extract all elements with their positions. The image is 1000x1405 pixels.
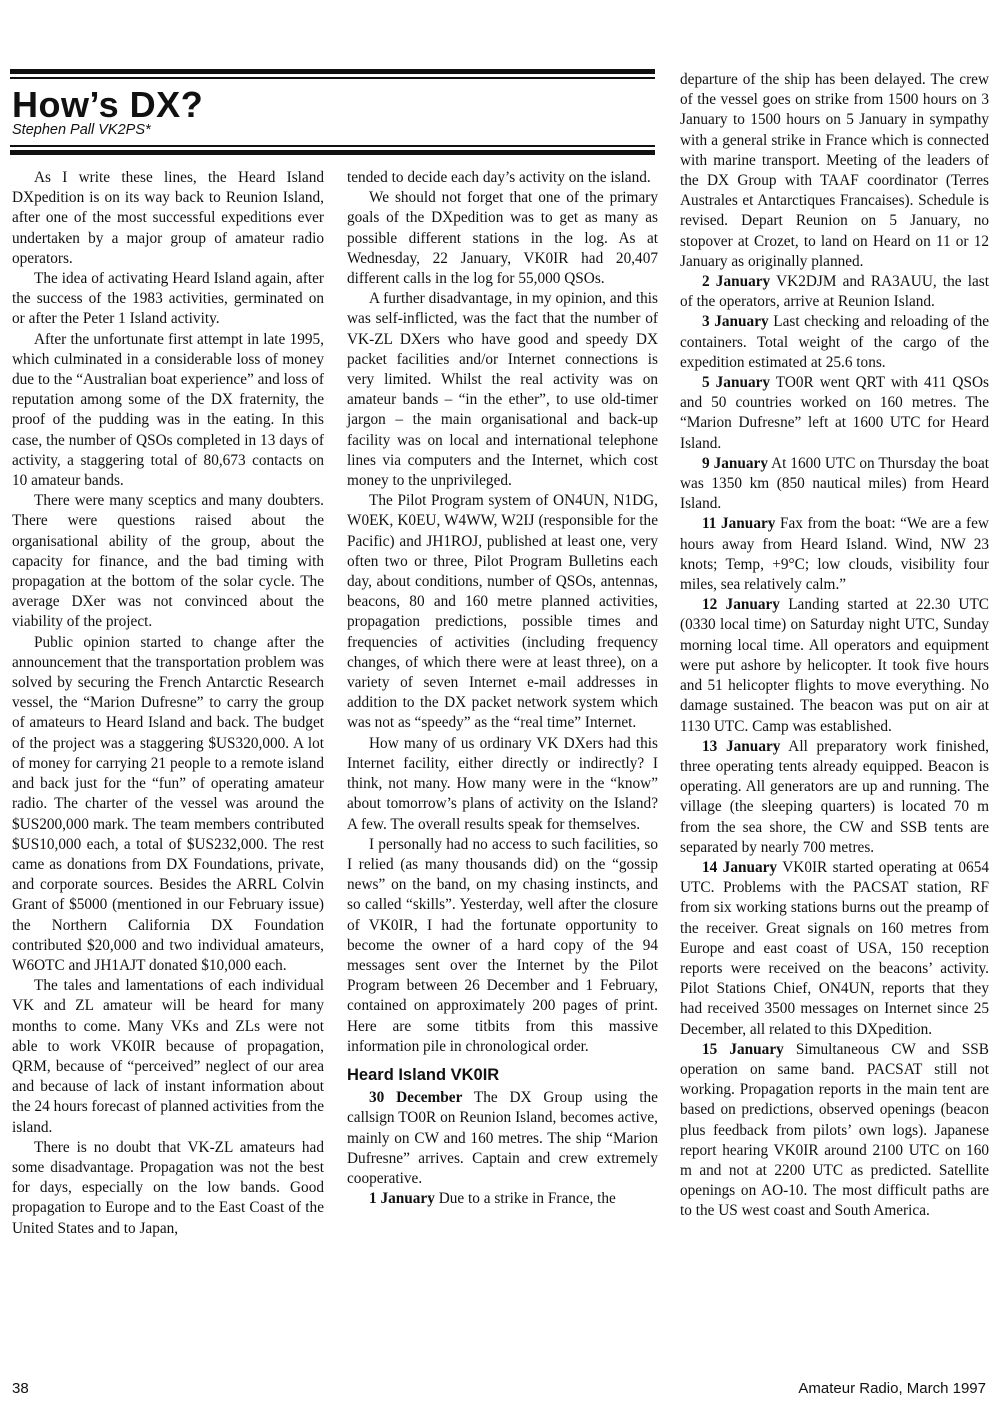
diary-entry <box>347 1189 658 1209</box>
entry-date: 15 January <box>702 1040 784 1058</box>
diary-entry <box>347 1088 658 1189</box>
page-number: 38 <box>12 1380 29 1397</box>
entry-date: 1 January <box>369 1190 435 1208</box>
paragraph: After the unfortunate first attempt in late 1995, which culminated in a considerable loss of money due to the “Australian boat experience” and loss of reputation among some of the DX fraternity, the proof of the pudding was in the eating. In this case, the number of QSOs completed in 13 days of activity, a staggering total of 80,673 contacts on 10 amateur bands. <box>12 330 324 490</box>
entry-text: TO0R went QRT with 411 QSOs and 50 countries worked on 160 metres. The “Marion Dufresne” left at 1600 UTC for Heard Island. <box>680 374 989 452</box>
diary-entry <box>680 1040 989 1222</box>
entry-date: 3 January <box>702 313 769 331</box>
paragraph: As I write these lines, the Heard Island DXpedition is on its way back to Reunion Island, after one of the most successful expeditions ever undertaken by a major group of amateur radio operators. <box>12 169 324 267</box>
paragraph: We should not forget that one of the primary goals of the DXpedition was to get as many as possible different stations in the log. As at Wednesday, 22 January, VK0IR had 20,407 different calls in the log for 55,000 QSOs. <box>347 189 658 288</box>
entry-text: Simultaneous CW and SSB operation on same band. PACSAT still not working. Propagation reports in the main tent are based on predictions, observed openings (beacon plus feedback from pilots’ own logs). Japanese report hearing VK0IR around 2100 UTC on 160 m and not at 2200 UTC as predicted. Satellite openings on AO-10. The most difficult paths are to the US west coast and South America. <box>680 1040 989 1220</box>
entry-text: At 1600 UTC on Thursday the boat was 1350 km (850 nautical miles) from Heard Island. <box>680 454 989 513</box>
paragraph: A further disadvantage, in my opinion, and this was self-inflicted, was the fact that the number of VK-ZL DXers who have good and speedy DX packet facilities and/or Internet connections is very limited. Whilst the real activity was on amateur bands – “in the ether”, to use old-timer jargon – the main organisational and back-up facility was on local and international telephone lines via computers and the Internet, which cost money to the unprivileged. <box>347 290 658 490</box>
entry-date: 11 January <box>702 515 776 533</box>
entry-date: 5 January <box>702 374 771 392</box>
entry-date: 12 January <box>702 596 780 614</box>
entry-text: All preparatory work finished, three operating tents already equipped. Beacon is operating. All generators are up and running. The village (the sleeping quarters) is located 70 m from the sea shore, the CW and SSB tents are separated by nearly 700 metres. <box>680 737 989 856</box>
header-rule-bottom <box>10 150 655 155</box>
diary-entry <box>680 272 989 312</box>
diary-entry <box>680 514 989 595</box>
diary-entry <box>680 595 989 736</box>
entry-text: The DX Group using the callsign TO0R on Reunion Island, becomes active, mainly on CW and 160 metres. The ship “Marion Dufresne” arrives. Captain and crew extremely cooperative. <box>347 1089 658 1187</box>
entry-date: 2 January <box>702 273 771 291</box>
header-rule-top <box>10 69 655 74</box>
paragraph: The tales and lamentations of each individual VK and ZL amateur will be heard for many months to come. Many VKs and ZLs were not able to work VK0IR because of propagation, QRM, because of “perceived” neglect of our area and because of lack of instant information about the 24 hours forecast of planned activities from the island. <box>12 977 324 1136</box>
paragraph-continued: departure of the ship has been delayed. The crew of the vessel goes on strike from 1500 hours on 3 January to 1500 hours on 5 January in sympathy with a general strike in France which is connected with marine transport. Meeting of the leaders of the DX Group with TAAF coordinator (Terres Australes et Antarctiques Francaises). Schedule is revised. Depart Reunion on 5 January, no stopover at Crozet, to land on Heard on 11 or 12 January as originally planned. <box>680 71 989 270</box>
entry-text: Fax from the boat: “We are a few hours away from Heard Island. Wind, NW 23 knots; Temp, +9°C; low clouds, visibility four miles, sea relatively calm.” <box>680 515 989 594</box>
entry-date: 9 January <box>702 454 768 472</box>
paragraph: The idea of activating Heard Island again, after the success of the 1983 activities, germinated on or after the Peter 1 Island activity. <box>12 270 324 328</box>
entry-date: 14 January <box>702 858 778 876</box>
paragraph-continued: tended to decide each day’s activity on the island. <box>347 169 651 186</box>
header-rule-top-thin <box>10 77 655 79</box>
paragraph: How many of us ordinary VK DXers had this Internet facility, either directly or indirectly? I think, not many. How many were in the “know” about tomorrow’s plans of activity on the Island? A few. The overall results speak for themselves. <box>347 734 658 833</box>
author-byline: Stephen Pall VK2PS* <box>12 122 151 138</box>
entry-text: VK2DJM and RA3AUU, the last of the operators, arrive at Reunion Island. <box>680 273 989 311</box>
entry-text: Landing started at 22.30 UTC (0330 local time) on Saturday night UTC, Sunday morning local time. All operators and equipment were put ashore by helicopter. It took five hours and 51 helicopter flights to move everything. No damage sustained. The beacon was put on air at 1130 UTC. Camp was established. <box>680 596 989 735</box>
section-heading: Heard Island VK0IR <box>347 1065 500 1084</box>
entry-text: Due to a strike in France, the <box>438 1190 616 1208</box>
paragraph: There were many sceptics and many doubters. There were questions raised about the organisational ability of the group, about the capacity for finance, and the bad timing with propagation at the bottom of the solar cycle. The average DXer was not convinced about the viability of the project. <box>12 492 324 631</box>
paragraph: I personally had no access to such facilities, so I relied (as many thousands did) on the “gossip news” on the band, on my chasing instincts, and so called “skills”. Yesterday, well after the closure of VK0IR, I had the fortunate opportunity to become the owner of a hard copy of the 94 messages sent over the Internet by the Pilot Program between 26 December and 1 February, contained on approximately 200 pages of print. Here are some titbits from this massive information pile in chronological order. <box>347 835 658 1055</box>
paragraph: Public opinion started to change after the announcement that the transportation problem was solved by securing the French Antarctic Research vessel, the “Marion Dufresne” to carry the group of amateurs to Heard Island and back. The budget of the project was a staggering $US320,000. A lot of money for carrying 21 people to a remote island and back just for the “fun” of operating amateur radio. The charter of the vessel was around the $US200,000 mark. The team members contributed $US10,000 each, a total of $US232,000. The rest came as donations from DX Foundations, private, and corporate sources. Besides the ARRL Colvin Grant of $5000 (mentioned in our February issue) the Northern California DX Foundation contributed $20,000 and two individual amateurs, W6OTC and JH1AJT donated $10,000 each. <box>12 633 324 974</box>
column-1 <box>12 168 324 1239</box>
diary-entry <box>680 858 989 1040</box>
entry-date: 30 December <box>369 1089 463 1107</box>
publication-footer: Amateur Radio, March 1997 <box>798 1380 986 1397</box>
entry-date: 13 January <box>702 737 781 755</box>
entry-text: Last checking and reloading of the containers. Total weight of the cargo of the expedition estimated at 25.6 tons. <box>680 313 990 371</box>
header-rule-bottom-thin <box>10 145 655 147</box>
diary-entry <box>680 312 989 373</box>
paragraph: There is no doubt that VK-ZL amateurs had some disadvantage. Propagation was not the best for days, especially on the low bands. Good propagation to Europe and to the East Coast of the United States and to Japan, <box>12 1138 324 1237</box>
column-3 <box>680 70 989 1222</box>
entry-text: VK0IR started operating at 0654 UTC. Problems with the PACSAT station, RF from six working stations burns out the preamp of the receiver. Great signals on 160 metres from Europe and east coast of USA, 150 reception reports were received on the beacons’ activity. Pilot Stations Chief, ON4UN, reports that they had received 3500 messages on Internet since 25 December, all related to this DXpedition. <box>680 858 989 1038</box>
diary-entry <box>680 737 989 858</box>
article-title: How’s DX? <box>12 84 204 125</box>
diary-entry <box>680 373 989 454</box>
paragraph: The Pilot Program system of ON4UN, N1DG, W0EK, K0EU, W4WW, W2IJ (responsible for the Pacific) and JH1ROJ, published at least one, very often two or three, Pilot Program Bulletins each day, about conditions, number of QSOs, antennas, beacons, 80 and 160 metre planned activities, propagation predictions, possible times and frequencies of activities (including frequency changes, of which there were at least three), on a variety of seven Internet e-mail addresses in addition to the DX packet network system which was not as “speedy” as the “real time” Internet. <box>347 492 658 732</box>
column-2 <box>347 168 658 1209</box>
diary-entry <box>680 454 989 515</box>
